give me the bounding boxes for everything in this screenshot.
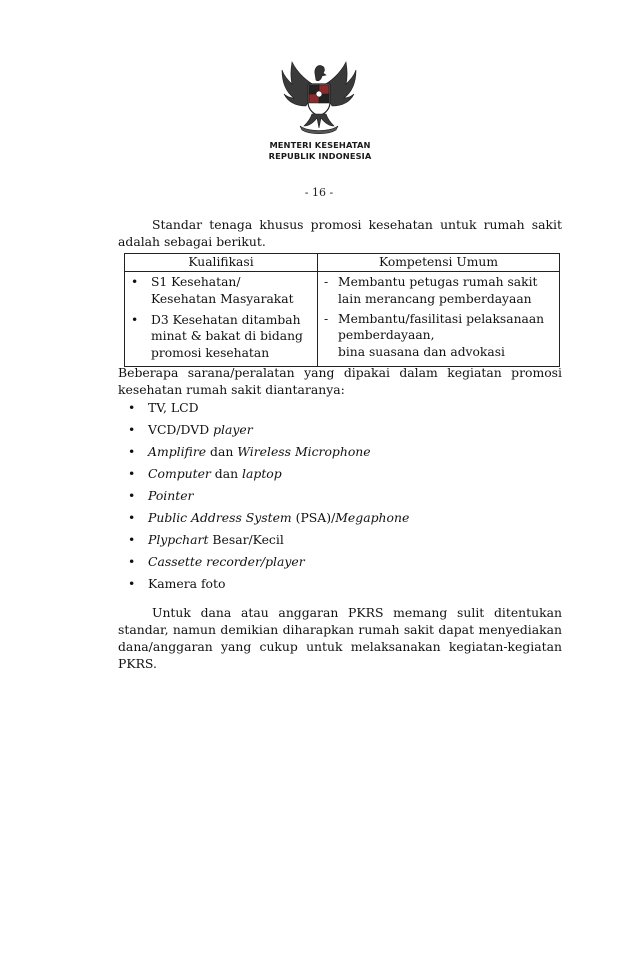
bullet-icon: • xyxy=(128,400,136,415)
equipment-intro-line-2: kesehatan rumah sakit diantaranya: xyxy=(118,382,345,397)
table-header-qualification: Kualifikasi xyxy=(125,254,318,272)
bullet-icon: • xyxy=(131,275,139,289)
ministry-title: MENTERI KESEHATAN xyxy=(269,140,371,150)
closing-paragraph xyxy=(118,604,562,672)
table-header-row xyxy=(125,254,560,272)
list-item: • TV, LCD xyxy=(128,400,199,415)
list-item: • VCD/DVD player xyxy=(128,422,253,437)
equipment-intro-line-1: Beberapa sarana/peralatan yang dipakai dalam kegiatan promosi xyxy=(118,365,562,380)
list-item: • Public Address System (PSA)/Megaphone xyxy=(128,510,410,525)
closing-line-1: Untuk dana atau anggaran PKRS memang sulit ditentukan xyxy=(152,605,562,620)
qualification-cell xyxy=(125,272,318,367)
bullet-icon: • xyxy=(128,554,136,569)
bullet-icon: • xyxy=(128,444,136,459)
list-item: • S1 Kesehatan/ Kesehatan Masyarakat xyxy=(131,275,294,306)
list-item: - Membantu/fasilitasi pelaksanaan pemberdayaan, bina suasana dan advokasi xyxy=(324,311,545,360)
bullet-icon: • xyxy=(128,532,136,547)
intro-line-1: Standar tenaga khusus promosi kesehatan untuk rumah sakit xyxy=(152,217,562,232)
bullet-icon: • xyxy=(131,312,139,327)
dash-marker: - xyxy=(324,311,329,326)
list-item: • Computer dan laptop xyxy=(128,466,282,481)
bullet-icon: • xyxy=(128,422,136,437)
garuda-emblem-icon xyxy=(278,56,360,136)
list-item: - Membantu petugas rumah sakit lain merancang pemberdayaan xyxy=(324,275,538,306)
competency-cell xyxy=(318,272,560,367)
table-row xyxy=(125,272,560,367)
list-item: • Pointer xyxy=(128,488,194,503)
closing-line-2: standar, namun demikian diharapkan rumah sakit dapat menyediakan xyxy=(118,622,562,637)
intro-line-2: adalah sebagai berikut. xyxy=(118,234,266,249)
closing-line-4: PKRS. xyxy=(118,656,157,671)
dash-marker: - xyxy=(324,275,329,289)
bullet-icon: • xyxy=(128,488,136,503)
closing-line-3: dana/anggaran yang cukup untuk melaksanakan kegiatan-kegiatan xyxy=(118,639,562,654)
list-item: • Plypchart Besar/Kecil xyxy=(128,532,284,547)
list-item: • Cassette recorder/player xyxy=(128,554,305,569)
list-item: • Kamera foto xyxy=(128,576,226,591)
bullet-icon: • xyxy=(128,466,136,481)
list-item: • Amplifire dan Wireless Microphone xyxy=(128,444,371,459)
list-item: • D3 Kesehatan ditambah minat & bakat di bidang promosi kesehatan xyxy=(131,312,303,361)
bullet-icon: • xyxy=(128,510,136,525)
intro-paragraph xyxy=(118,216,562,250)
ministry-header xyxy=(240,140,400,161)
page-number: - 16 - xyxy=(304,186,334,199)
qualification-table xyxy=(124,253,560,367)
bullet-icon: • xyxy=(128,576,136,591)
equipment-list xyxy=(124,399,409,597)
equipment-intro-paragraph xyxy=(118,364,562,398)
table-header-competency: Kompetensi Umum xyxy=(318,254,560,272)
ministry-subtitle: REPUBLIK INDONESIA xyxy=(268,150,372,161)
